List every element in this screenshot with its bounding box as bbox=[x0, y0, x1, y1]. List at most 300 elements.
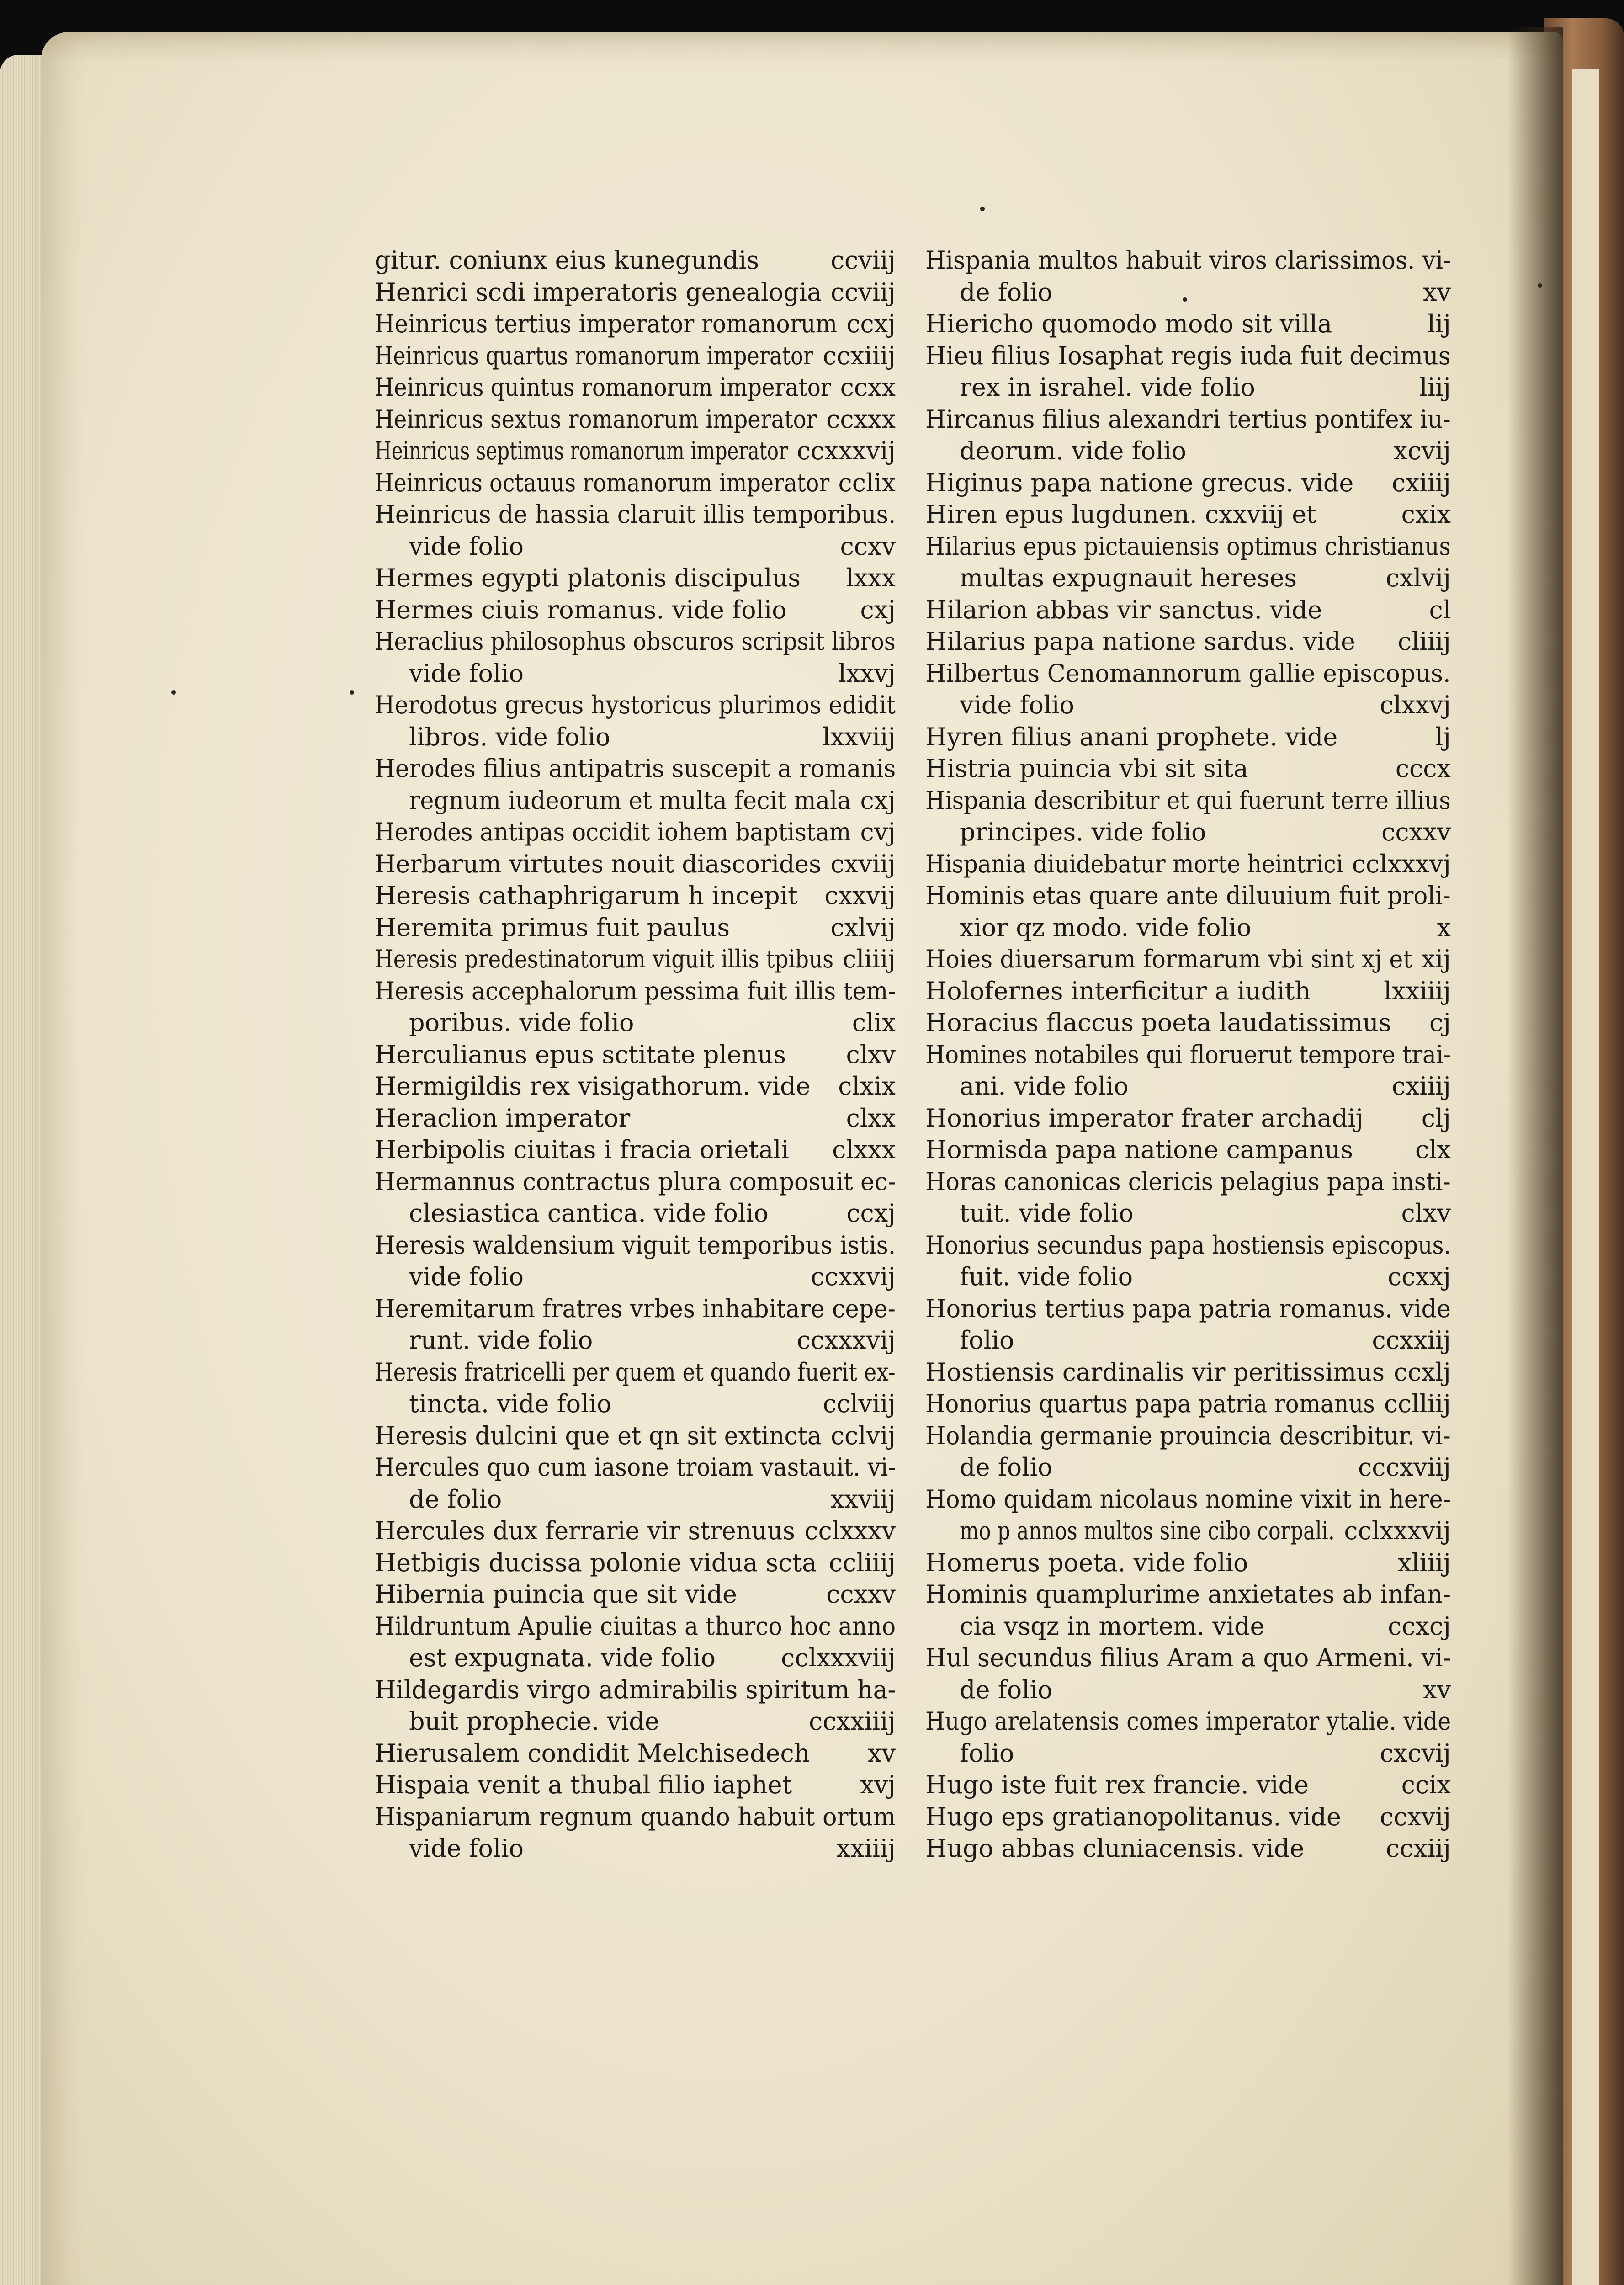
folio-reference: cxj bbox=[860, 595, 896, 624]
entry-text: Hispaia venit a thubal filio iaphet bbox=[375, 1770, 792, 1799]
index-entry-line bbox=[375, 467, 896, 499]
index-entry-line bbox=[925, 1261, 1451, 1293]
index-entry-line bbox=[375, 1420, 896, 1452]
entry-text: de folio bbox=[960, 1453, 1053, 1482]
index-entry-line bbox=[375, 308, 896, 340]
index-entry-line bbox=[925, 372, 1451, 404]
folio-reference: ccxxx bbox=[826, 404, 896, 434]
entry-text: Holofernes interficitur a iudith bbox=[925, 976, 1311, 1005]
index-entry-line bbox=[925, 1356, 1451, 1388]
folio-reference: cxlvij bbox=[1385, 563, 1451, 592]
folio-reference: cclvij bbox=[830, 1421, 896, 1450]
folio-reference: clxxx bbox=[832, 1135, 896, 1164]
index-entry-line bbox=[925, 1515, 1451, 1547]
entry-text: rex in israhel. vide folio bbox=[960, 373, 1255, 402]
entry-text: Heresis fratricelli per quem et quando fuerit ex- bbox=[375, 1357, 896, 1387]
entry-text: Homines notabiles qui floruerut tempore trai- bbox=[925, 1040, 1451, 1069]
index-entry-line bbox=[375, 1547, 896, 1579]
entry-text: Herodes filius antipatris suscepit a romanis bbox=[375, 754, 896, 783]
entry-text: vide folio bbox=[409, 1834, 524, 1863]
index-entry bbox=[375, 1229, 896, 1293]
index-entry bbox=[375, 1769, 896, 1801]
entry-text: Hoies diuersarum formarum vbi sint xj et bbox=[925, 945, 1412, 973]
folio-reference: xxviij bbox=[830, 1484, 896, 1514]
entry-text: Hircanus filius alexandri tertius pontifex iu- bbox=[925, 404, 1451, 434]
index-entry-line bbox=[375, 340, 896, 372]
index-entry-line bbox=[925, 1324, 1451, 1356]
entry-text: folio bbox=[960, 1326, 1014, 1355]
entry-text: Heinricus sextus romanorum imperator bbox=[375, 404, 817, 434]
folio-reference: x bbox=[1437, 913, 1451, 942]
entry-text: Hispania diuidebatur morte heintrici bbox=[925, 849, 1343, 878]
index-entry-line bbox=[375, 1578, 896, 1610]
index-entry bbox=[925, 1833, 1451, 1865]
index-entry bbox=[925, 975, 1451, 1007]
index-entry-line bbox=[375, 816, 896, 848]
entry-text: Hostiensis cardinalis vir peritissimus bbox=[925, 1357, 1385, 1387]
folio-reference: clix bbox=[852, 1008, 896, 1037]
index-entry-line bbox=[375, 404, 896, 436]
entry-text: Hispaniarum regnum quando habuit ortum bbox=[375, 1802, 896, 1831]
index-entry-line bbox=[375, 372, 896, 404]
folio-reference: ccxx bbox=[840, 373, 896, 402]
index-entry-line bbox=[925, 276, 1451, 308]
folio-reference: cclxxxv bbox=[804, 1516, 896, 1545]
index-entry-line bbox=[375, 1229, 896, 1261]
entry-text: Horas canonicas clericis pelagius papa insti- bbox=[925, 1167, 1451, 1196]
index-entry-line bbox=[925, 1769, 1451, 1801]
folio-reference: cxiiij bbox=[1391, 1072, 1451, 1100]
folio-reference: clj bbox=[1421, 1103, 1451, 1132]
entry-text: vide folio bbox=[409, 1262, 524, 1291]
index-entry-line bbox=[925, 340, 1451, 372]
index-entry-line bbox=[925, 975, 1451, 1007]
entry-text: de folio bbox=[960, 277, 1053, 307]
folio-reference: cclxxxvj bbox=[1352, 849, 1451, 878]
index-entry-line bbox=[375, 276, 896, 308]
entry-text: Heraclius philosophus obscuros scripsit libros bbox=[375, 627, 896, 656]
index-entry-line bbox=[375, 626, 896, 658]
folio-reference: clxxvj bbox=[1380, 691, 1451, 719]
index-entry bbox=[375, 467, 896, 499]
index-entry bbox=[375, 626, 896, 689]
entry-text: Hyren filius anani prophete. vide bbox=[925, 722, 1338, 751]
index-entry bbox=[375, 880, 896, 912]
entry-text: Heresis waldensium viguit temporibus istis. bbox=[375, 1230, 896, 1259]
entry-text: Heresis dulcini que et qn sit extincta bbox=[375, 1421, 822, 1450]
index-entry bbox=[375, 1102, 896, 1134]
folio-reference: ccxxiij bbox=[1372, 1326, 1451, 1355]
index-entry-line bbox=[925, 1642, 1451, 1674]
index-entry-line bbox=[925, 435, 1451, 467]
index-entry bbox=[925, 1769, 1451, 1801]
entry-text: Hul secundus filius Aram a quo Armeni. vi- bbox=[925, 1643, 1451, 1672]
entry-text: Hugo arelatensis comes imperator ytalie. vide bbox=[925, 1707, 1451, 1736]
index-entry-line bbox=[925, 562, 1451, 594]
index-entry bbox=[925, 467, 1451, 499]
index-entry-line bbox=[375, 1070, 896, 1102]
index-entry bbox=[375, 1610, 896, 1674]
index-entry-line bbox=[375, 1007, 896, 1039]
entry-text: folio bbox=[960, 1738, 1014, 1768]
entry-text: Hildegardis virgo admirabilis spiritum ha- bbox=[375, 1675, 896, 1704]
entry-text: Heinricus tertius imperator romanorum bbox=[375, 309, 838, 338]
index-entry-line bbox=[925, 1166, 1451, 1198]
index-entry bbox=[925, 658, 1451, 721]
index-entry-line bbox=[375, 1674, 896, 1706]
index-entry-line bbox=[925, 1293, 1451, 1325]
folio-reference: ccxiij bbox=[1385, 1834, 1451, 1863]
entry-text: Heinricus quartus romanorum imperator bbox=[375, 341, 813, 370]
index-entry bbox=[925, 1483, 1451, 1547]
entry-text: Hildruntum Apulie ciuitas a thurco hoc anno bbox=[375, 1611, 896, 1641]
index-entry-line bbox=[375, 594, 896, 626]
next-page-edge bbox=[1572, 69, 1599, 2285]
index-entry-line bbox=[925, 1833, 1451, 1865]
folio-reference: cliiij bbox=[1397, 627, 1451, 656]
entry-text: Heresis cathaphrigarum h incepit bbox=[375, 881, 798, 910]
index-entry bbox=[925, 1039, 1451, 1102]
entry-text: Hominis quamplurime anxietates ab infan- bbox=[925, 1580, 1451, 1609]
index-entry-line bbox=[375, 975, 896, 1007]
index-entry-line bbox=[375, 1642, 896, 1674]
index-entry-line bbox=[925, 1578, 1451, 1610]
index-entry-line bbox=[375, 1738, 896, 1770]
entry-text: xior qz modo. vide folio bbox=[960, 913, 1252, 942]
folio-reference: clx bbox=[1415, 1135, 1451, 1164]
index-entry-line bbox=[925, 1102, 1451, 1134]
index-entry-line bbox=[925, 1197, 1451, 1229]
ink-dot bbox=[350, 690, 354, 695]
index-entry bbox=[375, 1420, 896, 1452]
entry-text: Homerus poeta. vide folio bbox=[925, 1548, 1248, 1577]
index-entry bbox=[925, 404, 1451, 467]
index-entry bbox=[925, 880, 1451, 943]
index-entry bbox=[925, 626, 1451, 658]
index-entry bbox=[925, 1801, 1451, 1833]
entry-text: ani. vide folio bbox=[960, 1072, 1129, 1100]
index-entry bbox=[375, 1738, 896, 1770]
index-entry-line bbox=[375, 912, 896, 944]
entry-text: Heremitarum fratres vrbes inhabitare cepe- bbox=[375, 1294, 896, 1323]
entry-text: fuit. vide folio bbox=[960, 1262, 1133, 1291]
folio-reference: ccxxv bbox=[1381, 818, 1451, 846]
entry-text: Heraclion imperator bbox=[375, 1103, 631, 1132]
index-entry bbox=[375, 848, 896, 880]
index-entry bbox=[375, 1134, 896, 1166]
entry-text: Hierusalem condidit Melchisedech bbox=[375, 1738, 810, 1768]
index-entry bbox=[375, 1547, 896, 1579]
entry-text: buit prophecie. vide bbox=[409, 1707, 659, 1736]
index-entry bbox=[925, 499, 1451, 531]
index-entry-line bbox=[925, 1483, 1451, 1515]
entry-text: Hugo eps gratianopolitanus. vide bbox=[925, 1802, 1341, 1831]
folio-reference: cccxviij bbox=[1358, 1453, 1451, 1482]
index-entry-line bbox=[375, 1388, 896, 1420]
index-entry-line bbox=[375, 1483, 896, 1515]
folio-reference: lxxvj bbox=[838, 659, 896, 688]
entry-text: Herculianus epus sctitate plenus bbox=[375, 1040, 786, 1069]
index-entry-line bbox=[375, 1801, 896, 1833]
index-entry bbox=[375, 1070, 896, 1102]
entry-text: mo p annos multos sine cibo corpali. bbox=[960, 1516, 1335, 1545]
index-entry-line bbox=[925, 1039, 1451, 1071]
index-entry-line bbox=[925, 499, 1451, 531]
entry-text: Hominis etas quare ante diluuium fuit proli- bbox=[925, 881, 1451, 910]
folio-reference: cclxxxvij bbox=[1344, 1516, 1451, 1545]
index-entry bbox=[925, 1420, 1451, 1483]
folio-reference: clxv bbox=[846, 1040, 896, 1069]
index-entry bbox=[375, 276, 896, 308]
index-entry bbox=[925, 1229, 1451, 1293]
index-entry bbox=[925, 721, 1451, 753]
index-entry-line bbox=[925, 1674, 1451, 1706]
folio-reference: ccxcj bbox=[1388, 1611, 1451, 1641]
index-entry-line bbox=[925, 721, 1451, 753]
index-entry-line bbox=[375, 1324, 896, 1356]
folio-reference: cxxvij bbox=[824, 881, 896, 910]
folio-reference: ccxxvij bbox=[811, 1262, 896, 1291]
index-entry bbox=[925, 753, 1451, 785]
entry-text: Hermes ciuis romanus. vide folio bbox=[375, 595, 787, 624]
entry-text: Heinricus de hassia claruit illis temporibus. bbox=[375, 500, 896, 529]
index-entry bbox=[375, 816, 896, 848]
index-entry bbox=[925, 308, 1451, 340]
index-entry-line bbox=[925, 626, 1451, 658]
folio-reference: ccxxv bbox=[826, 1580, 896, 1609]
index-entry-line bbox=[925, 943, 1451, 975]
folio-reference: xij bbox=[1421, 945, 1451, 973]
folio-reference: cclviij bbox=[823, 1389, 896, 1418]
entry-text: Heresis accephalorum pessima fuit illis tem- bbox=[375, 976, 896, 1005]
index-entry bbox=[925, 785, 1451, 848]
entry-text: tincta. vide folio bbox=[409, 1389, 612, 1418]
folio-reference: cvj bbox=[860, 818, 896, 846]
index-entry-line bbox=[925, 1070, 1451, 1102]
entry-text: Henrici scdi imperatoris genealogia bbox=[375, 277, 822, 307]
entry-text: Hilarius epus pictauiensis optimus christianus bbox=[925, 531, 1451, 561]
index-entry-line bbox=[925, 1706, 1451, 1738]
entry-text: Herbarum virtutes nouit diascorides bbox=[375, 849, 822, 878]
entry-text: Hermes egypti platonis discipulus bbox=[375, 563, 801, 592]
folio-reference: lij bbox=[1427, 309, 1451, 338]
folio-reference: cj bbox=[1429, 1008, 1451, 1037]
entry-text: Hiren epus lugdunen. cxxviij et bbox=[925, 500, 1316, 529]
index-entry bbox=[375, 1451, 896, 1515]
folio-reference: lxxx bbox=[846, 563, 896, 592]
entry-text: est expugnata. vide folio bbox=[409, 1643, 716, 1672]
entry-text: Hibernia puincia que sit vide bbox=[375, 1580, 737, 1609]
index-entry-line bbox=[375, 1197, 896, 1229]
entry-text: de folio bbox=[409, 1484, 502, 1514]
index-entry-line bbox=[375, 721, 896, 753]
entry-text: Holandia germanie prouincia describitur. vi- bbox=[925, 1421, 1451, 1450]
folio-reference: ccxxiiij bbox=[809, 1707, 896, 1736]
folio-reference: ccxiiij bbox=[823, 341, 896, 370]
entry-text: de folio bbox=[960, 1675, 1053, 1704]
index-column-left bbox=[375, 244, 896, 1865]
entry-text: vide folio bbox=[409, 659, 524, 688]
folio-reference: cxviij bbox=[830, 849, 896, 878]
index-entry-line bbox=[375, 1166, 896, 1198]
entry-text: Hugo iste fuit rex francie. vide bbox=[925, 1770, 1309, 1799]
index-entry bbox=[375, 594, 896, 626]
folio-reference: ccliiij bbox=[828, 1548, 896, 1577]
index-entry-line bbox=[925, 1007, 1451, 1039]
folio-reference: ccxv bbox=[840, 531, 896, 561]
index-entry-line bbox=[375, 658, 896, 690]
entry-text: principes. vide folio bbox=[960, 818, 1206, 846]
index-entry bbox=[375, 340, 896, 372]
index-entry-line bbox=[375, 785, 896, 817]
index-entry bbox=[375, 912, 896, 944]
folio-reference: ccxj bbox=[846, 1199, 896, 1228]
entry-text: Honorius quartus papa patria romanus bbox=[925, 1389, 1375, 1418]
folio-reference: xxiiij bbox=[836, 1834, 896, 1863]
entry-text: vide folio bbox=[409, 531, 524, 561]
entry-text: Honorius tertius papa patria romanus. vide bbox=[925, 1294, 1451, 1323]
entry-text: Hercules dux ferrarie vir strenuus bbox=[375, 1516, 795, 1545]
entry-text: Hugo abbas cluniacensis. vide bbox=[925, 1834, 1305, 1863]
index-entry-line bbox=[375, 689, 896, 721]
index-entry-line bbox=[375, 753, 896, 785]
folio-reference: ccxlj bbox=[1394, 1357, 1451, 1387]
index-entry-line bbox=[375, 499, 896, 531]
index-entry bbox=[925, 1166, 1451, 1229]
folio-reference: ccix bbox=[1401, 1770, 1451, 1799]
entry-text: Heresis predestinatorum viguit illis tpibus bbox=[375, 945, 834, 973]
entry-text: multas expugnauit hereses bbox=[960, 563, 1297, 592]
index-entry-line bbox=[375, 1261, 896, 1293]
index-entry-line bbox=[925, 1610, 1451, 1642]
folio-reference: liij bbox=[1419, 373, 1451, 402]
index-entry-line bbox=[925, 1451, 1451, 1483]
index-entry bbox=[925, 1356, 1451, 1388]
index-entry-line bbox=[375, 435, 896, 467]
entry-text: libros. vide folio bbox=[409, 722, 610, 751]
folio-reference: ccxxxvij bbox=[796, 1326, 896, 1355]
index-column-right bbox=[925, 244, 1451, 1865]
index-entry-line bbox=[925, 531, 1451, 563]
entry-text: Hermigildis rex visigathorum. vide bbox=[375, 1072, 811, 1100]
folio-reference: xv bbox=[1423, 1675, 1451, 1704]
index-entry-line bbox=[375, 562, 896, 594]
entry-text: Herodotus grecus hystoricus plurimos edidit bbox=[375, 691, 896, 719]
index-entry-line bbox=[925, 594, 1451, 626]
folio-reference: clxix bbox=[838, 1072, 896, 1100]
folio-reference: xv bbox=[868, 1738, 896, 1768]
entry-text: Histria puincia vbi sit sita bbox=[925, 754, 1248, 783]
index-entry-line bbox=[925, 912, 1451, 944]
folio-reference: cl bbox=[1429, 595, 1451, 624]
index-entry-line bbox=[375, 531, 896, 563]
index-entry bbox=[925, 1102, 1451, 1134]
index-entry-line bbox=[925, 785, 1451, 817]
entry-text: Heinricus octauus romanorum imperator bbox=[375, 468, 830, 497]
index-entry bbox=[375, 404, 896, 436]
index-entry-line bbox=[925, 848, 1451, 880]
entry-text: gitur. coniunx eius kunegundis bbox=[375, 246, 759, 275]
index-entry-line bbox=[925, 404, 1451, 436]
entry-text: Heinricus quintus romanorum imperator bbox=[375, 373, 831, 402]
index-entry bbox=[375, 1293, 896, 1356]
index-entry bbox=[375, 689, 896, 753]
index-entry-line bbox=[925, 467, 1451, 499]
entry-text: Hiericho quomodo modo sit villa bbox=[925, 309, 1332, 338]
folio-reference: lj bbox=[1435, 722, 1451, 751]
index-entry-line bbox=[925, 753, 1451, 785]
index-entry bbox=[925, 531, 1451, 594]
index-entry-line bbox=[925, 1801, 1451, 1833]
folio-reference: cxcvij bbox=[1380, 1738, 1451, 1768]
gutter-shadow bbox=[1508, 27, 1563, 2285]
entry-text: Hercules quo cum iasone troiam vastauit. vi- bbox=[375, 1453, 896, 1482]
entry-text: vide folio bbox=[960, 691, 1075, 719]
index-entry-line bbox=[925, 244, 1451, 276]
folio-reference: cclliij bbox=[1384, 1389, 1451, 1418]
index-entry bbox=[925, 244, 1451, 308]
index-entry-line bbox=[375, 244, 896, 276]
index-entry bbox=[375, 499, 896, 562]
folio-reference: xcvij bbox=[1393, 436, 1451, 465]
entry-text: Hermannus contractus plura composuit ec- bbox=[375, 1167, 896, 1196]
index-entry-line bbox=[375, 1039, 896, 1071]
index-entry bbox=[925, 1706, 1451, 1769]
index-entry-line bbox=[375, 1451, 896, 1483]
index-entry-line bbox=[375, 1706, 896, 1738]
entry-text: Honorius secundus papa hostiensis episcopus. bbox=[925, 1230, 1451, 1259]
index-entry-line bbox=[925, 1420, 1451, 1452]
folio-reference: cxix bbox=[1401, 500, 1451, 529]
folio-reference: ccxxxvij bbox=[796, 436, 896, 465]
folio-reference: ccxj bbox=[846, 309, 896, 338]
entry-text: poribus. vide folio bbox=[409, 1008, 634, 1037]
entry-text: Herbipolis ciuitas i fracia orietali bbox=[375, 1135, 789, 1164]
entry-text: Hormisda papa natione campanus bbox=[925, 1135, 1353, 1164]
index-entry bbox=[375, 1801, 896, 1865]
index-entry-line bbox=[375, 880, 896, 912]
folio-reference: xliiij bbox=[1397, 1548, 1451, 1577]
entry-text: clesiastica cantica. vide folio bbox=[409, 1199, 769, 1228]
folio-reference: ccxvij bbox=[1380, 1802, 1451, 1831]
folio-reference: lxxiiij bbox=[1384, 976, 1451, 1005]
entry-text: Heinricus septimus romanorum imperator bbox=[375, 436, 788, 465]
ink-dot bbox=[1538, 283, 1542, 288]
entry-text: Hilarius papa natione sardus. vide bbox=[925, 627, 1356, 656]
index-entry bbox=[375, 244, 896, 276]
index-entry bbox=[375, 943, 896, 975]
index-entry bbox=[925, 943, 1451, 975]
folio-reference: ccviij bbox=[830, 277, 896, 307]
index-entry bbox=[375, 753, 896, 816]
index-entry bbox=[375, 372, 896, 404]
index-entry bbox=[925, 1578, 1451, 1642]
index-entry bbox=[925, 848, 1451, 880]
entry-text: runt. vide folio bbox=[409, 1326, 593, 1355]
index-entry-line bbox=[375, 1833, 896, 1865]
index-entry bbox=[925, 1293, 1451, 1356]
entry-text: Hilarion abbas vir sanctus. vide bbox=[925, 595, 1322, 624]
ink-dot bbox=[980, 207, 985, 211]
entry-text: Hieu filius Iosaphat regis iuda fuit decimus bbox=[925, 341, 1451, 370]
index-entry bbox=[375, 308, 896, 340]
index-entry-line bbox=[925, 1229, 1451, 1261]
entry-text: Higinus papa natione grecus. vide bbox=[925, 468, 1354, 497]
index-entry bbox=[925, 340, 1451, 404]
index-entry bbox=[375, 562, 896, 594]
index-entry-line bbox=[375, 848, 896, 880]
index-entry bbox=[375, 1356, 896, 1420]
